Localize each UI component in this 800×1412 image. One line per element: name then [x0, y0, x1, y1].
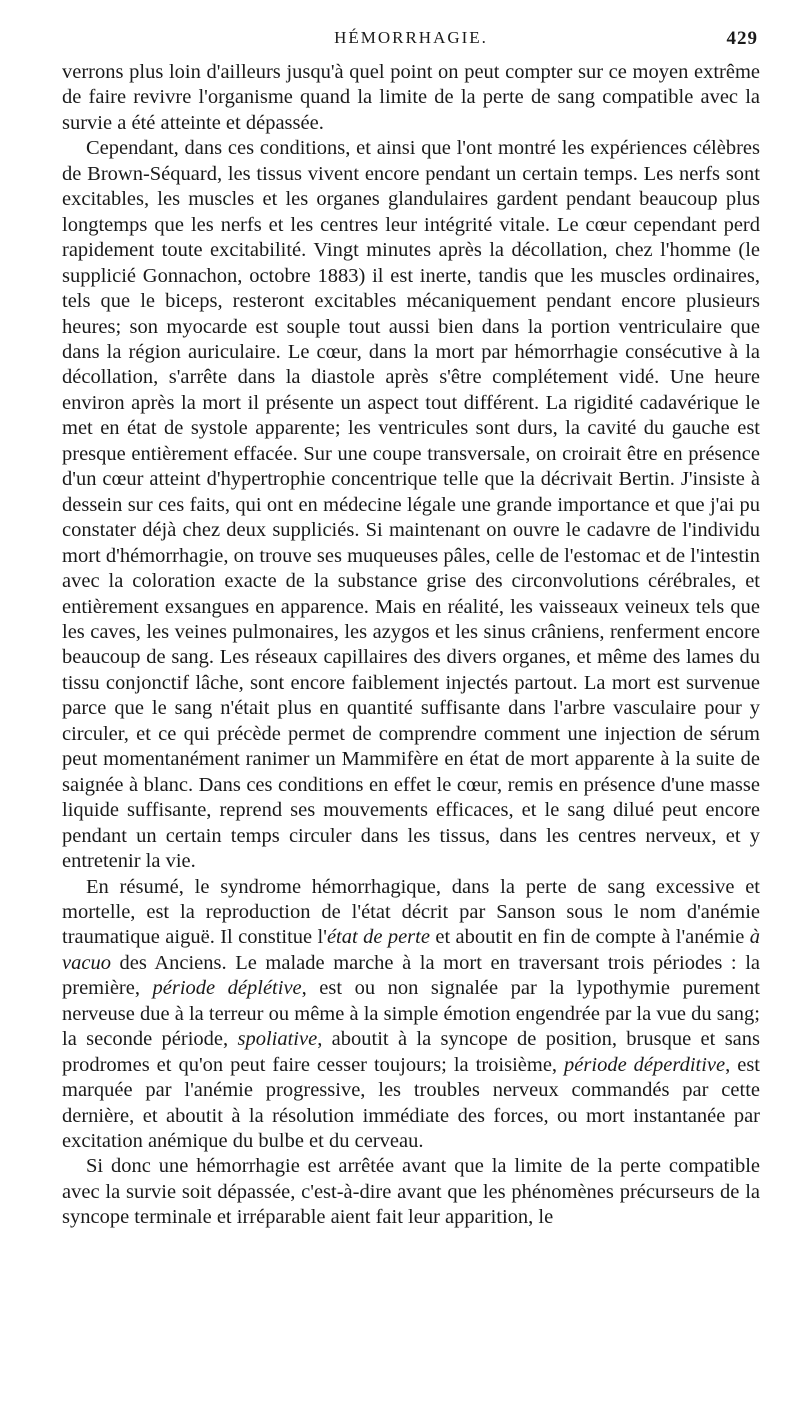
- text-run: , est marquée par l'anémie progressive, les troubles nerveux commandés par cette dernière, et aboutit à la résolution immédiate des forces, ou mort instantanée par excitation anémique du bulbe et du cerveau.: [62, 1053, 760, 1153]
- text-run: et aboutit en fin de compte à l'anémie: [429, 926, 750, 949]
- paragraph-heart-after-decollation: Cependant, dans ces conditions, et ainsi que l'ont montré les expériences célèbres de Brown-Séquard, les tissus vivent encore pendant un certain temps. Les nerfs sont excitables, les muscles et les organes glandulaires gardent pendant beaucoup plus longtemps que les nerfs et les centres leur intégrité vitale. Le cœur cependant perd rapidement toute excitabilité. Vingt minutes après la décollation, chez l'homme (le supplicié Gonnachon, octobre 1883) il est inerte, tandis que les muscles ordinaires, tels que le biceps, resteront excitables mécaniquement pendant encore plusieurs heures; son myocarde est souple tout aussi bien dans la portion ventriculaire que dans la région auriculaire. Le cœur, dans la mort par hémorrhagie consécutive à la décollation, s'arrête dans la diastole après s'être complétement vidé. Une heure environ après la mort il présente un aspect tout différent. La rigidité cadavérique le met en état de systole apparente; les ventricules sont durs, la cavité du gauche est presque entièrement effacée. Sur une coupe transversale, on croirait être en présence d'un cœur atteint d'hypertrophie concentrique telle que la décrivait Bertin. J'insiste à dessein sur ces faits, qui ont en médecine légale une grande importance et que j'ai pu constater déjà chez deux suppliciés. Si maintenant on ouvre le cadavre de l'individu mort d'hémorrhagie, on trouve ses muqueuses pâles, celle de l'estomac et de l'intestin avec la coloration exacte de la substance grise des circonvolutions cérébrales, et entièrement exsangues en apparence. Mais en réalité, les vaisseaux veineux tels que les caves, les veines pulmonaires, les azygos et les sinus crâniens, renferment encore beaucoup de sang. Les réseaux capillaires des divers organes, et même des lames du tissu conjonctif lâche, sont encore faiblement injectés partout. La mort est survenue parce que le sang n'était plus en quantité suffisante dans l'arbre vasculaire pour y circuler, et ce qui précède permet de comprendre comment une injection de sérum peut momentanément ranimer un Mammifère en état de mort apparente à la suite de saignée à blanc. Dans ces conditions en effet le cœur, remis en présence d'une masse liquide suffisante, reprend ses mouvements efficaces, et le sang dilué peut encore pendant un certain temps circuler dans les tissus, dans les centres nerveux, et y entretenir la vie.: [62, 137, 760, 873]
- paragraph-summary-syndrome: [62, 875, 760, 1155]
- italic-term-periode-deperditive: période déperditive: [564, 1053, 726, 1076]
- italic-term-a-vacuo: à vacuo: [62, 926, 760, 974]
- text-run: , est ou non signalée par la lypothymie purement nerveuse due à la terreur ou même à la simple émotion engendrée par la vue du sang; la seconde période,: [62, 977, 760, 1051]
- text-run: , aboutit à la syncope de position, brusque et sans prodromes et qu'on peut faire cesser toujours; la troisième,: [62, 1028, 760, 1076]
- running-title: HÉMORRHAGIE.: [334, 28, 488, 47]
- text-run: En résumé, le syndrome hémorrhagique, dans la perte de sang excessive et mortelle, est la reproduction de l'état décrit par Sanson sous le nom d'anémie traumatique aiguë. Il constitue l': [62, 875, 760, 949]
- text-run: des Anciens. Le malade marche à la mort en traversant trois périodes : la première,: [62, 951, 760, 1000]
- italic-term-spoliative: spoliative: [237, 1028, 318, 1051]
- running-head: [62, 28, 760, 56]
- page-number: 429: [726, 28, 758, 49]
- paragraph-continued: verrons plus loin d'ailleurs jusqu'à quel point on peut compter sur ce moyen extrême de faire revivre l'organisme quand la limite de la perte de sang compatible avec la survie a été atteinte et dépassée.: [62, 61, 760, 134]
- italic-term-etat-de-perte: état de perte: [326, 926, 430, 949]
- paragraph-hemorrhage-arrested: Si donc une hémorrhagie est arrêtée avant que la limite de la perte compatible avec la survie soit dépassée, c'est-à-dire avant que les phénomènes précurseurs de la syncope terminale et irréparable aient fait leur apparition, le: [62, 1155, 760, 1229]
- italic-term-periode-depletive: période déplétive: [152, 977, 302, 1000]
- body-text: [62, 60, 760, 1231]
